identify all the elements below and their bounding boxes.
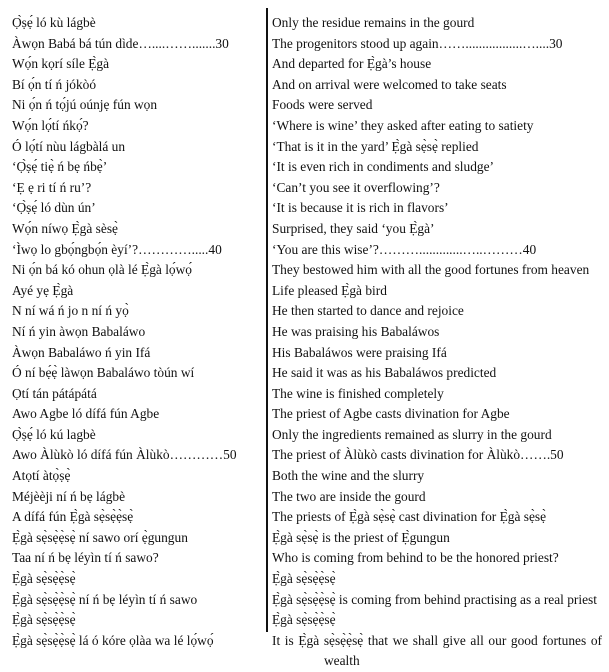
english-line: Ẹ̀gà sẹ̀sẹ̀ẹ̀sẹ̀ <box>272 571 336 587</box>
yoruba-column <box>12 13 264 651</box>
english-line: Only the ingredients remained as slurry in the gourd <box>272 426 552 442</box>
english-line: Who is coming from behind to be the honored priest? <box>272 550 559 566</box>
yoruba-line: Bí ọ́n tí ń jókòó <box>12 76 97 92</box>
english-line: ‘You are this wise’?……….............…..………40 <box>272 241 537 257</box>
english-line: Ẹ̀gà sẹ̀sẹ̀ẹ̀sẹ̀ <box>272 612 336 628</box>
yoruba-line: Ẹ̀gà sẹ̀sẹ̀ẹ̀sẹ̀ <box>12 612 76 628</box>
yoruba-line: Awo Agbe ló dífá fún Agbe <box>12 406 160 422</box>
english-line: The priest of Àlùkò casts divination for Àlùkò…….50 <box>272 447 564 463</box>
yoruba-line: Àwọn Babá bá tún dìde…....…….......30 <box>12 35 229 51</box>
english-line: ‘It is because it is rich in flavors’ <box>272 200 449 216</box>
yoruba-line: ‘Ọ̀ṣẹ́ ló dùn ún’ <box>12 200 96 216</box>
english-line: The priest of Agbe casts divination for Agbe <box>272 406 510 422</box>
yoruba-line: Awo Àlùkò ló dífá fún Àlùkò…………50 <box>12 447 237 463</box>
english-line: He was praising his Babaláwos <box>272 323 440 339</box>
english-line: ‘That is it in the yard’ Ẹ̀gà sẹ̀sẹ̀ replied <box>272 138 479 154</box>
yoruba-line: Ni ọ́n ń tọ́jú oúnjẹ fún wọn <box>12 97 158 113</box>
yoruba-line: Atọtí àtọ̀ṣẹ̀ <box>12 468 71 484</box>
english-line: He then started to dance and rejoice <box>272 303 464 319</box>
yoruba-line: Ọtí tán pátápátá <box>12 385 97 401</box>
english-line: The two are inside the gourd <box>272 488 426 504</box>
column-divider <box>266 8 268 632</box>
yoruba-line: Méjèèji ní ń bẹ lágbè <box>12 488 126 504</box>
english-line: Life pleased Ẹ̀gà bird <box>272 282 387 298</box>
english-line: The progenitors stood up again…….................…....30 <box>272 35 563 51</box>
english-line: He said it was as his Babaláwos predicted <box>272 365 497 381</box>
yoruba-line: ‘Ọ̀ṣẹ́ tiẹ̀ ń bẹ ńbẹ̀’ <box>12 159 108 175</box>
english-line: The priests of Ẹ̀gà sẹ̀sẹ̀ cast divination for Ẹ̀gà sẹ̀sẹ̀ <box>272 509 547 525</box>
yoruba-line: N ní wá ń jo n ní ń yọ̀ <box>12 303 129 319</box>
english-line: Only the residue remains in the gourd <box>272 15 475 30</box>
english-line: ‘Can’t you see it overflowing’? <box>272 179 440 195</box>
yoruba-line: Ẹ̀gà sẹ̀sẹ̀ẹ̀sẹ̀ ní ń bẹ léyìn tí ń sawo <box>12 591 198 607</box>
english-line: And departed for Ẹ̀gà’s house <box>272 56 432 72</box>
yoruba-line: Ayé yẹ Ẹ̀gà <box>12 282 74 298</box>
english-line: Foods were served <box>272 97 373 113</box>
english-line: His Babaláwos were praising Ifá <box>272 344 447 360</box>
yoruba-line: Ó ní bẹ́ẹ̀ làwọn Babaláwo tòún wí <box>12 365 195 381</box>
yoruba-line: Ó lọ́tí nùu lágbàlá un <box>12 138 126 154</box>
english-line: ‘Where is wine’ they asked after eating to satiety <box>272 117 534 133</box>
english-line: The wine is finished completely <box>272 385 444 401</box>
yoruba-line: Wọ́n kọrí síle Ẹ̀gà <box>12 56 110 72</box>
yoruba-line: ‘Ẹ ẹ ri tí ń ru’? <box>12 179 92 195</box>
yoruba-line: Ẹ̀gà sẹ̀sẹ̀ẹ̀sẹ̀ ní sawo orí ẹ̀gungun <box>12 529 188 545</box>
english-line: Ẹ̀gà sẹ̀sẹ̀ is the priest of Ẹ̀gungun <box>272 529 450 545</box>
english-line: It is Ẹ̀gà sẹ̀sẹ̀ẹ̀sẹ̀ that we shall give all our good fortunes of wealth <box>272 632 602 669</box>
yoruba-line: Wọ́n lọ́tí ńkọ́? <box>12 117 89 133</box>
yoruba-line: Ní ń yin àwọn Babaláwo <box>12 323 146 339</box>
yoruba-line: Taa ní ń bẹ léyìn tí ń sawo? <box>12 550 159 566</box>
yoruba-line: Ẹ̀gà sẹ̀sẹ̀ẹ̀sẹ̀ <box>12 571 76 587</box>
yoruba-line: A dífá fún Ẹ̀gà sẹ̀sẹ̀ẹ̀sẹ̀ <box>12 509 134 525</box>
english-line: And on arrival were welcomed to take seats <box>272 76 507 92</box>
english-line: ‘It is even rich in condiments and sludge’ <box>272 159 495 175</box>
yoruba-line: Ẹ̀gà sẹ̀sẹ̀ẹ̀sẹ̀ lá ó kóre ọlàa wa lé lọ́wọ́ <box>12 632 214 648</box>
english-line: Both the wine and the slurry <box>272 468 425 484</box>
yoruba-line: Ọ̀ṣẹ́ ló kù lágbè <box>12 15 96 30</box>
yoruba-line: Ọ̀ṣẹ́ ló kú lagbè <box>12 426 96 442</box>
yoruba-line: Ni ọ́n bá kó ohun ọlà lé Ẹ̀gà lọ́wọ́ <box>12 262 192 278</box>
yoruba-line: ‘Ìwọ lo gbọ́ngbọ́n èyí’?………….....40 <box>12 241 222 257</box>
english-column <box>272 13 602 672</box>
english-line: Surprised, they said ‘you Ẹ̀gà’ <box>272 220 435 236</box>
yoruba-line: Wọ́n níwọ Ẹ̀gà sèsẹ̀ <box>12 220 118 236</box>
english-line: They bestowed him with all the good fortunes from heaven <box>272 262 590 278</box>
english-line: Ẹ̀gà sẹ̀sẹ̀ẹ̀sẹ̀ is coming from behind practising as a real priest <box>272 591 597 607</box>
yoruba-line: Àwọn Babaláwo ń yin Ifá <box>12 344 151 360</box>
